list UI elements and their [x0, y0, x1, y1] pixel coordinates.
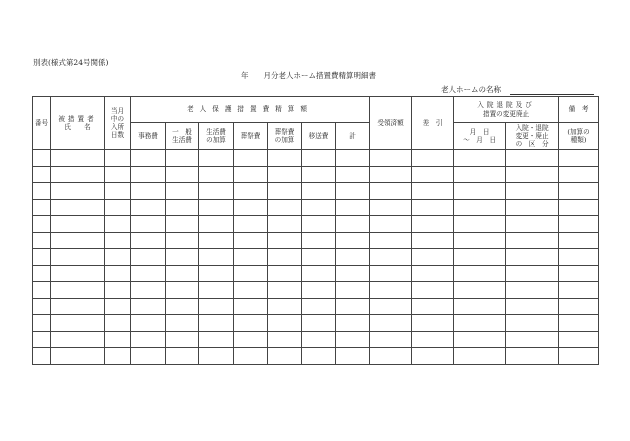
table-cell	[33, 315, 51, 332]
table-cell	[370, 216, 412, 233]
table-cell	[336, 216, 370, 233]
table-cell	[131, 331, 166, 348]
table-cell	[336, 150, 370, 167]
table-cell	[166, 216, 199, 233]
table-cell	[370, 166, 412, 183]
table-cell	[33, 348, 51, 365]
table-cell	[506, 150, 559, 167]
table-cell	[559, 282, 599, 299]
table-cell	[412, 199, 454, 216]
table-cell	[199, 348, 234, 365]
table-cell	[302, 348, 336, 365]
table-cell	[336, 298, 370, 315]
table-cell	[268, 216, 302, 233]
table-cell	[51, 150, 105, 167]
table-cell	[412, 315, 454, 332]
home-name-label: 老人ホームの名称	[441, 85, 501, 94]
settlement-table	[32, 96, 599, 365]
table-cell	[506, 199, 559, 216]
table-cell	[412, 232, 454, 249]
page-title: 年 月分老人ホーム措置費精算明細書	[241, 71, 376, 80]
table-cell	[302, 150, 336, 167]
table-cell	[302, 298, 336, 315]
table-cell	[33, 298, 51, 315]
table-cell	[506, 298, 559, 315]
header-received: 受領済額	[370, 97, 412, 150]
table-cell	[506, 183, 559, 200]
table-cell	[336, 232, 370, 249]
table-cell	[51, 315, 105, 332]
table-cell	[370, 282, 412, 299]
table-cell	[370, 298, 412, 315]
table-cell	[454, 315, 506, 332]
table-cell	[51, 216, 105, 233]
table-cell	[412, 298, 454, 315]
table-cell	[199, 331, 234, 348]
table-row	[33, 216, 599, 233]
table-cell	[506, 331, 559, 348]
table-cell	[105, 348, 131, 365]
table-cell	[105, 265, 131, 282]
table-cell	[51, 199, 105, 216]
table-cell	[33, 199, 51, 216]
table-cell	[166, 331, 199, 348]
table-row	[33, 298, 599, 315]
table-cell	[370, 265, 412, 282]
table-row	[33, 348, 599, 365]
table-cell	[51, 232, 105, 249]
header-funeral: 葬祭費	[234, 123, 268, 150]
table-cell	[131, 150, 166, 167]
table-cell	[268, 298, 302, 315]
table-cell	[506, 265, 559, 282]
table-cell	[131, 232, 166, 249]
header-number: 番号	[33, 97, 51, 150]
table-cell	[559, 232, 599, 249]
table-cell	[559, 216, 599, 233]
table-cell	[33, 265, 51, 282]
table-cell	[370, 331, 412, 348]
table-cell	[33, 166, 51, 183]
table-cell	[166, 315, 199, 332]
table-cell	[454, 265, 506, 282]
table-cell	[131, 298, 166, 315]
table-cell	[33, 282, 51, 299]
table-cell	[302, 199, 336, 216]
table-cell	[559, 331, 599, 348]
table-cell	[234, 199, 268, 216]
table-cell	[166, 282, 199, 299]
table-cell	[336, 315, 370, 332]
table-cell	[199, 232, 234, 249]
table-cell	[336, 199, 370, 216]
table-cell	[370, 150, 412, 167]
table-row	[33, 315, 599, 332]
table-cell	[51, 183, 105, 200]
table-cell	[33, 150, 51, 167]
table-cell	[166, 348, 199, 365]
table-cell	[199, 249, 234, 266]
table-cell	[559, 199, 599, 216]
table-cell	[105, 249, 131, 266]
table-row	[33, 331, 599, 348]
table-cell	[454, 282, 506, 299]
table-cell	[336, 265, 370, 282]
table-cell	[506, 282, 559, 299]
header-difference: 差 引	[412, 97, 454, 150]
table-cell	[454, 249, 506, 266]
table-cell	[302, 315, 336, 332]
table-cell	[105, 298, 131, 315]
table-cell	[268, 150, 302, 167]
table-cell	[370, 199, 412, 216]
table-cell	[412, 331, 454, 348]
table-cell	[166, 265, 199, 282]
table-cell	[166, 298, 199, 315]
table-cell	[131, 249, 166, 266]
header-office-cost: 事務費	[131, 123, 166, 150]
table-cell	[336, 331, 370, 348]
table-cell	[412, 282, 454, 299]
table-cell	[199, 265, 234, 282]
table-cell	[336, 183, 370, 200]
table-cell	[454, 183, 506, 200]
table-row	[33, 150, 599, 167]
table-cell	[199, 216, 234, 233]
table-cell	[412, 166, 454, 183]
table-cell	[506, 249, 559, 266]
table-cell	[506, 315, 559, 332]
table-cell	[370, 348, 412, 365]
table-cell	[199, 199, 234, 216]
table-cell	[234, 315, 268, 332]
table-cell	[559, 348, 599, 365]
table-cell	[105, 282, 131, 299]
header-admission-group: 入院退院及び 措置の変更廃止	[454, 97, 559, 123]
table-cell	[506, 232, 559, 249]
table-cell	[302, 166, 336, 183]
table-cell	[559, 315, 599, 332]
table-row	[33, 282, 599, 299]
table-cell	[51, 249, 105, 266]
table-cell	[33, 183, 51, 200]
table-cell	[131, 265, 166, 282]
table-cell	[336, 348, 370, 365]
table-cell	[199, 282, 234, 299]
table-cell	[33, 249, 51, 266]
table-cell	[336, 282, 370, 299]
home-name-underline	[510, 94, 594, 95]
table-row	[33, 183, 599, 200]
table-cell	[268, 183, 302, 200]
table-cell	[559, 249, 599, 266]
table-cell	[454, 150, 506, 167]
table-cell	[370, 315, 412, 332]
table-cell	[336, 166, 370, 183]
table-row	[33, 199, 599, 216]
table-cell	[166, 183, 199, 200]
table-cell	[131, 282, 166, 299]
table-cell	[33, 331, 51, 348]
table-cell	[105, 166, 131, 183]
table-cell	[51, 282, 105, 299]
table-cell	[268, 348, 302, 365]
table-cell	[559, 298, 599, 315]
table-cell	[234, 166, 268, 183]
table-cell	[131, 199, 166, 216]
table-cell	[506, 216, 559, 233]
table-cell	[131, 183, 166, 200]
header-living-addition: 生活費 の加算	[199, 123, 234, 150]
header-funeral-addition: 葬祭費 の加算	[268, 123, 302, 150]
table-cell	[51, 265, 105, 282]
table-cell	[454, 298, 506, 315]
table-cell	[199, 315, 234, 332]
table-cell	[454, 348, 506, 365]
table-cell	[302, 282, 336, 299]
table-cell	[199, 150, 234, 167]
header-settlement-group: 老人保護措置費精算額	[131, 97, 370, 123]
table-cell	[370, 183, 412, 200]
header-remarks-note: (加算の 種類)	[559, 123, 599, 150]
table-cell	[234, 183, 268, 200]
table-cell	[166, 232, 199, 249]
header-classification: 入院・退院 変更・廃止 の 区 分	[506, 123, 559, 150]
table-cell	[412, 183, 454, 200]
table-cell	[559, 183, 599, 200]
table-cell	[51, 331, 105, 348]
table-cell	[506, 348, 559, 365]
table-row	[33, 232, 599, 249]
form-reference: 別表(様式第24号関係)	[33, 58, 109, 67]
table-cell	[268, 265, 302, 282]
table-cell	[51, 166, 105, 183]
table-cell	[302, 232, 336, 249]
header-date-range: 月 日 ～ 月 日	[454, 123, 506, 150]
table-cell	[268, 331, 302, 348]
table-cell	[234, 232, 268, 249]
header-general-living: 一 般 生活費	[166, 123, 199, 150]
table-cell	[412, 150, 454, 167]
table-cell	[131, 348, 166, 365]
table-cell	[105, 150, 131, 167]
header-remarks: 備 考	[559, 97, 599, 123]
table-cell	[105, 199, 131, 216]
table-cell	[412, 249, 454, 266]
table-cell	[166, 150, 199, 167]
table-cell	[199, 183, 234, 200]
table-cell	[268, 232, 302, 249]
table-cell	[302, 331, 336, 348]
table-cell	[105, 183, 131, 200]
header-total: 計	[336, 123, 370, 150]
table-cell	[302, 183, 336, 200]
table-cell	[105, 331, 131, 348]
table-cell	[506, 166, 559, 183]
table-cell	[51, 348, 105, 365]
table-cell	[302, 265, 336, 282]
table-cell	[559, 265, 599, 282]
table-cell	[131, 216, 166, 233]
table-row	[33, 166, 599, 183]
table-cell	[454, 199, 506, 216]
table-cell	[166, 249, 199, 266]
table-cell	[454, 232, 506, 249]
header-days: 当月 中の 入所 日数	[105, 97, 131, 150]
table-cell	[454, 216, 506, 233]
table-cell	[199, 166, 234, 183]
table-cell	[166, 166, 199, 183]
table-cell	[234, 150, 268, 167]
table-cell	[454, 166, 506, 183]
table-cell	[234, 331, 268, 348]
table-cell	[412, 265, 454, 282]
table-cell	[234, 216, 268, 233]
table-cell	[234, 282, 268, 299]
table-cell	[559, 150, 599, 167]
table-cell	[33, 216, 51, 233]
table-cell	[370, 232, 412, 249]
table-cell	[234, 298, 268, 315]
table-cell	[370, 249, 412, 266]
table-cell	[336, 249, 370, 266]
table-cell	[33, 232, 51, 249]
table-cell	[268, 249, 302, 266]
table-cell	[268, 166, 302, 183]
table-cell	[302, 216, 336, 233]
header-transfer: 移送費	[302, 123, 336, 150]
table-row	[33, 249, 599, 266]
table-cell	[105, 216, 131, 233]
table-cell	[302, 249, 336, 266]
table-row	[33, 265, 599, 282]
table-cell	[105, 232, 131, 249]
table-cell	[131, 315, 166, 332]
table-cell	[268, 282, 302, 299]
table-cell	[51, 298, 105, 315]
table-cell	[412, 348, 454, 365]
table-cell	[268, 315, 302, 332]
table-cell	[234, 249, 268, 266]
table-cell	[131, 166, 166, 183]
table-cell	[412, 216, 454, 233]
table-cell	[454, 331, 506, 348]
table-cell	[268, 199, 302, 216]
header-name: 被措置者 氏 名	[51, 97, 105, 150]
table-cell	[234, 265, 268, 282]
table-cell	[559, 166, 599, 183]
table-cell	[234, 348, 268, 365]
table-cell	[105, 315, 131, 332]
table-cell	[166, 199, 199, 216]
table-cell	[199, 298, 234, 315]
